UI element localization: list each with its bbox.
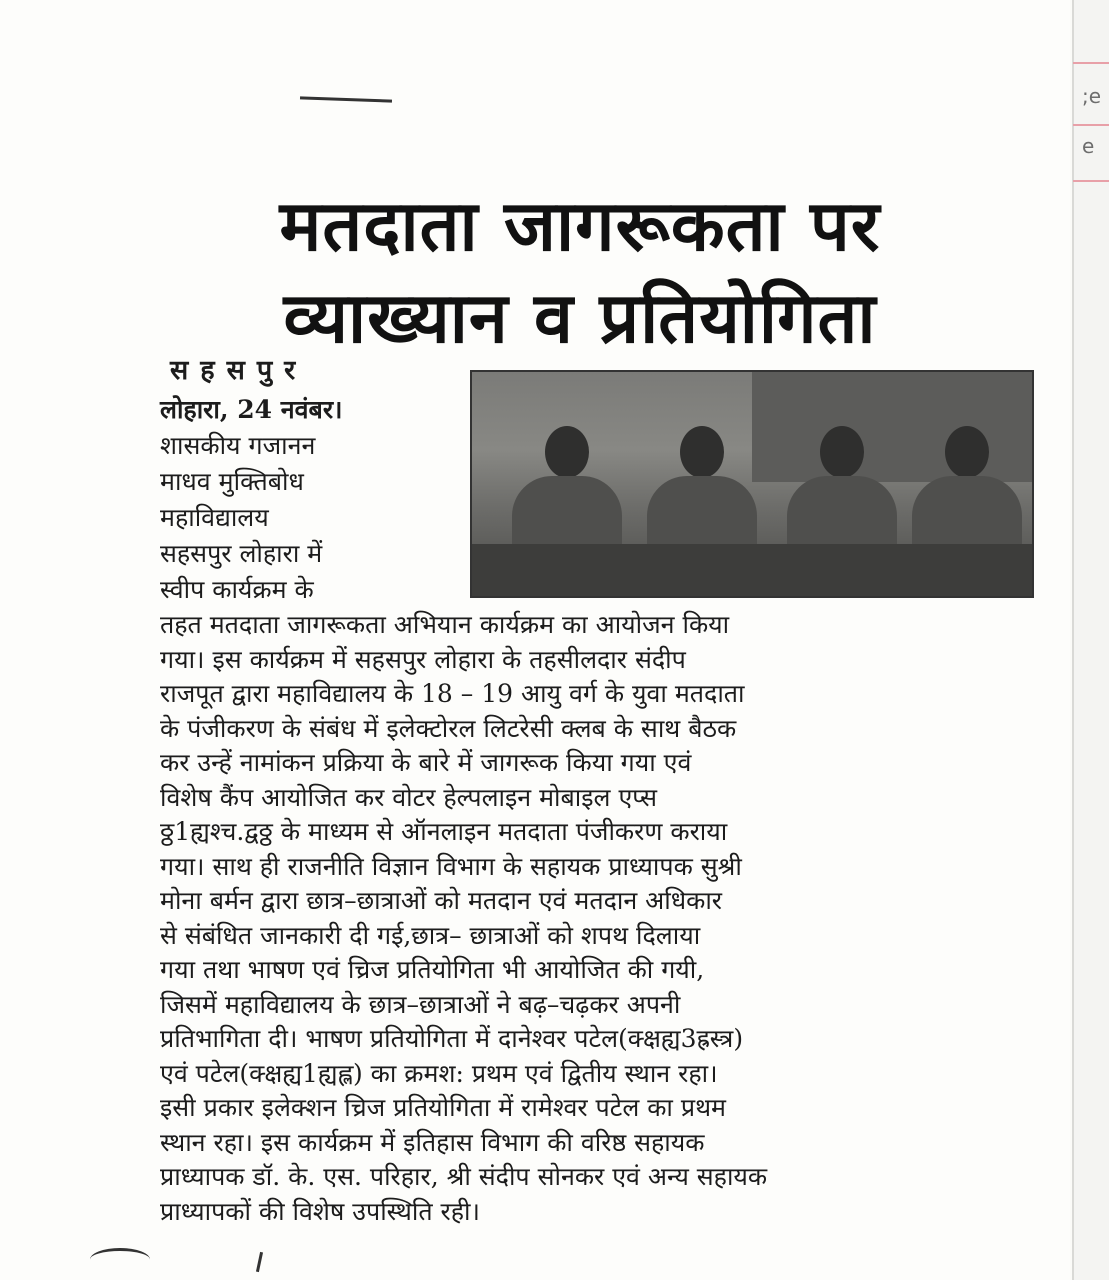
body-line: तहत मतदाता जागरूकता अभियान कार्यक्रम का आयोजन किया <box>160 610 730 639</box>
headline-line-2: व्याख्यान व प्रतियोगिता <box>283 277 877 359</box>
body-line: कर उन्हें नामांकन प्रक्रिया के बारे में जागरूक किया गया एवं <box>160 748 692 777</box>
body-line: एवं पटेल(क्क्षह्य1ह्यह्ल) का क्रमश: प्रथम एवं द्वितीय स्थान रहा। <box>160 1058 718 1088</box>
body-line: से संबंधित जानकारी दी गई,छात्र– छात्राओं को शपथ दिलाया <box>160 920 701 950</box>
intro-line: सहसपुर लोहारा में <box>160 539 323 568</box>
body-line: प्राध्यापकों की विशेष उपस्थिति रही। <box>160 1196 480 1226</box>
intro-line: शासकीय गजानन <box>160 431 316 460</box>
body-line: इसी प्रकार इलेक्शन च्रिज प्रतियोगिता में रामेश्वर पटेल का प्रथम <box>160 1093 726 1122</box>
intro-line: लोहारा, 24 नवंबर। <box>160 395 343 424</box>
strip-mark-top: ;e <box>1082 84 1102 108</box>
body-line: के पंजीकरण के संबंध में इलेक्टोरल लिटरेसी क्लब के साथ बैठक <box>160 713 737 743</box>
pen-stroke <box>90 1248 150 1271</box>
adjacent-page-edge <box>1072 0 1109 1280</box>
ruled-line <box>1073 124 1109 126</box>
headline-line-1: मतदाता जागरूकता पर <box>279 185 881 267</box>
body-line: गया तथा भाषण एवं च्रिज प्रतियोगिता भी आयोजित की गयी, <box>160 955 705 984</box>
body-line: ठ्ठ1ह्यश्च.द्वठ्ठ के माध्यम से ऑनलाइन मतदाता पंजीकरण कराया <box>160 817 728 846</box>
intro-line: माधव मुक्तिबोध <box>160 467 304 496</box>
dateline: सहसपुर <box>170 355 308 386</box>
intro-line: स्वीप कार्यक्रम के <box>160 575 314 604</box>
intro-line: महाविद्यालय <box>160 503 269 532</box>
photo-table <box>472 544 1032 596</box>
body-line: स्थान रहा। इस कार्यक्रम में इतिहास विभाग की वरिष्ठ सहायक <box>160 1127 705 1157</box>
body-line: गया। साथ ही राजनीति विज्ञान विभाग के सहायक प्राध्यापक सुश्री <box>160 851 742 881</box>
body-line: गया। इस कार्यक्रम में सहसपुर लोहारा के तहसीलदार संदीप <box>160 644 686 674</box>
body-line: मोना बर्मन द्वारा छात्र–छात्राओं को मतदान एवं मतदान अधिकार <box>160 886 723 915</box>
body-line: विशेष कैंप आयोजित कर वोटर हेल्पलाइन मोबाइल एप्स <box>160 782 658 812</box>
ruled-line <box>1073 62 1109 64</box>
body-line: प्रतिभागिता दी। भाषण प्रतियोगिता में दानेश्वर पटेल(क्क्षह्य3ह्रस्त्र) <box>160 1024 744 1053</box>
ruled-line <box>1073 180 1109 182</box>
article-headline <box>150 180 1010 364</box>
article-body <box>160 608 1030 1229</box>
body-line: जिसमें महाविद्यालय के छात्र–छात्राओं ने बढ़–चढ़कर अपनी <box>160 989 681 1019</box>
strip-mark-second: e <box>1082 134 1095 158</box>
article-intro <box>160 392 460 608</box>
body-line: प्राध्यापक डॉ. के. एस. परिहार, श्री संदीप सोनकर एवं अन्य सहायक <box>160 1162 768 1191</box>
event-photo <box>470 370 1034 598</box>
body-line: राजपूत द्वारा महाविद्यालय के 18 – 19 आयु वर्ग के युवा मतदाता <box>160 679 745 708</box>
